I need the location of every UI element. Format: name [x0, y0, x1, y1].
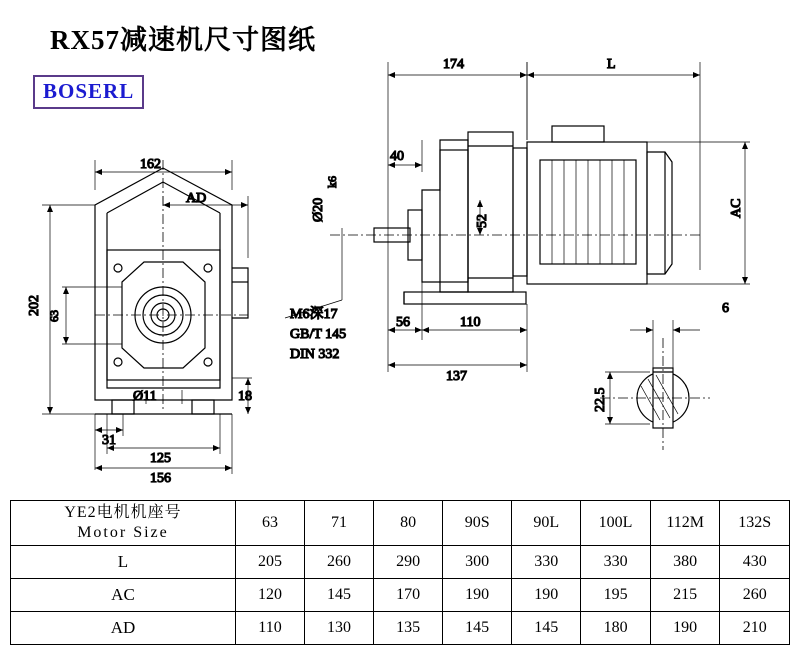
row-ad-value-2: 135	[374, 612, 443, 645]
row-ac-value-3: 190	[443, 579, 512, 612]
motor-size-4: 90L	[512, 501, 581, 546]
row-ac-value-2: 170	[374, 579, 443, 612]
dim-shaft-20: Ø20	[311, 197, 326, 222]
dim-ad: AD	[186, 191, 207, 206]
row-l-value-5: 330	[581, 546, 650, 579]
row-label-ac: AC	[11, 579, 236, 612]
dim-156: 156	[150, 471, 171, 486]
note-m6: M6深17	[290, 307, 338, 322]
dim-AC: AC	[729, 198, 744, 218]
side-view	[330, 126, 700, 304]
dim-52: 52	[475, 214, 490, 228]
motor-size-7: 132S	[720, 501, 790, 546]
row-l-value-2: 290	[374, 546, 443, 579]
motor-size-2: 80	[374, 501, 443, 546]
dim-40: 40	[390, 149, 404, 164]
row-label-l: L	[11, 546, 236, 579]
table-row	[11, 546, 790, 579]
row-ad-value-7: 210	[720, 612, 790, 645]
dim-63: 63	[47, 310, 61, 322]
side-view-dimensions	[285, 62, 750, 372]
dim-125: 125	[150, 451, 171, 466]
dim-6: 6	[722, 301, 729, 316]
row-l-value-3: 300	[443, 546, 512, 579]
motor-size-table	[10, 500, 790, 645]
brand-logo-text: BOSERL	[43, 79, 135, 103]
row-l-value-1: 260	[305, 546, 374, 579]
row-label-ad: AD	[11, 612, 236, 645]
dim-174: 174	[443, 57, 464, 72]
row-l-value-7: 430	[720, 546, 790, 579]
row-ad-value-3: 145	[443, 612, 512, 645]
row-l-value-0: 205	[235, 546, 304, 579]
row-ad-value-4: 145	[512, 612, 581, 645]
table-row	[11, 579, 790, 612]
table-header-label-en: Motor Size	[77, 524, 169, 541]
table-header-label-cn: YE2电机机座号	[64, 504, 182, 521]
motor-size-6: 112M	[650, 501, 720, 546]
dim-shaft-tolerance: k6	[325, 176, 339, 188]
row-ac-value-5: 195	[581, 579, 650, 612]
row-ad-value-1: 130	[305, 612, 374, 645]
page-title: RX57减速机尺寸图纸	[50, 25, 316, 55]
row-ac-value-0: 120	[235, 579, 304, 612]
dim-110: 110	[460, 315, 481, 330]
dim-56: 56	[396, 315, 410, 330]
dim-31: 31	[102, 433, 116, 448]
row-l-value-6: 380	[650, 546, 720, 579]
motor-size-3: 90S	[443, 501, 512, 546]
table-header-label	[11, 501, 236, 546]
dim-162: 162	[140, 157, 161, 172]
key-view	[600, 320, 710, 450]
dim-22-5: 22.5	[593, 387, 608, 412]
dim-137: 137	[446, 369, 467, 384]
motor-size-1: 71	[305, 501, 374, 546]
table-row	[11, 612, 790, 645]
row-ac-value-7: 260	[720, 579, 790, 612]
row-ac-value-1: 145	[305, 579, 374, 612]
note-gbt145: GB/T 145	[290, 327, 347, 342]
motor-size-0: 63	[235, 501, 304, 546]
table-header-row	[11, 501, 790, 546]
row-ac-value-4: 190	[512, 579, 581, 612]
dim-hole-11: Ø11	[133, 389, 157, 404]
row-ad-value-5: 180	[581, 612, 650, 645]
row-ac-value-6: 215	[650, 579, 720, 612]
note-din332: DIN 332	[290, 347, 340, 362]
row-ad-value-6: 190	[650, 612, 720, 645]
dim-18: 18	[238, 389, 252, 404]
dim-L: L	[607, 57, 616, 72]
row-ad-value-0: 110	[235, 612, 304, 645]
dim-202: 202	[27, 295, 42, 316]
motor-size-5: 100L	[581, 501, 650, 546]
row-l-value-4: 330	[512, 546, 581, 579]
